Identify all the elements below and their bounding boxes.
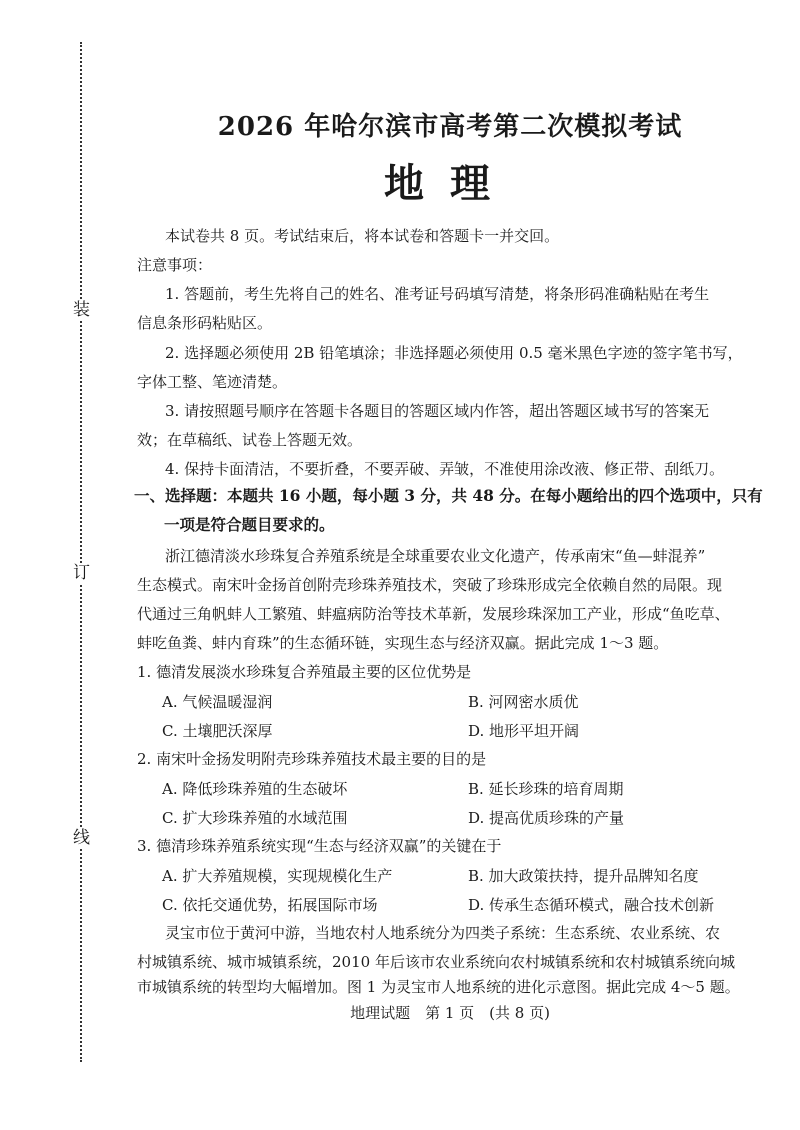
question-3-option-a: A. 扩大养殖规模，实现规模化生产 — [162, 867, 393, 885]
question-3-option-c: C. 依托交通优势，拓展国际市场 — [162, 896, 378, 914]
section-1-heading-line-1: 一、选择题：本题共 16 小题，每小题 3 分，共 48 分。在每小题给出的四个选项中，只有 — [134, 486, 763, 505]
subject-title: 地理 — [384, 160, 516, 207]
notice-3-line-1: 3. 请按照题号顺序在答题卡各题目的答题区域内作答，超出答题区域书写的答案无 — [165, 402, 710, 420]
binding-label-ding: 订 — [73, 563, 90, 583]
passage-1-line-3: 代通过三角帆蚌人工繁殖、蚌瘟病防治等技术革新，发展珍珠深加工产业，形成“鱼吃草、 — [137, 605, 730, 623]
passage-2-line-2: 村城镇系统、城市城镇系统，2010 年后该市农业系统向农村城镇系统和农村城镇系统向城 — [137, 953, 735, 971]
passage-1-line-2: 生态模式。南宋叶金扬首创附壳珍珠养殖技术，突破了珍珠形成完全依赖自然的局限。现 — [137, 576, 723, 594]
question-2-option-d: D. 提高优质珍珠的产量 — [468, 809, 625, 827]
question-3-stem: 3. 德清珍珠养殖系统实现“生态与经济双赢”的关键在于 — [137, 837, 502, 855]
passage-2-line-3: 市城镇系统的转型均大幅增加。图 1 为灵宝市人地系统的进化示意图。据此完成 4～5 题。 — [137, 978, 740, 996]
question-2-option-c: C. 扩大珍珠养殖的水域范围 — [162, 809, 348, 827]
question-1-option-d: D. 地形平坦开阔 — [468, 722, 580, 740]
notice-1-line-1: 1. 答题前，考生先将自己的姓名、准考证号码填写清楚，将条形码准确粘贴在考生 — [165, 285, 710, 303]
notice-3-line-2: 效；在草稿纸、试卷上答题无效。 — [137, 431, 363, 449]
question-1-option-a: A. 气候温暖湿润 — [162, 693, 273, 711]
notice-4-line-1: 4. 保持卡面清洁，不要折叠，不要弄破、弄皱，不准使用涂改液、修正带、刮纸刀。 — [165, 460, 725, 478]
question-1-stem: 1. 德清发展淡水珍珠复合养殖最主要的区位优势是 — [137, 663, 472, 681]
page-footer: 地理试题 第 1 页 (共 8 页) — [350, 1004, 550, 1022]
notice-heading: 注意事项： — [137, 256, 213, 274]
passage-2-line-1: 灵宝市位于黄河中游，当地农村人地系统分为四类子系统：生态系统、农业系统、农 — [165, 924, 721, 942]
exam-title: 2026 年哈尔滨市高考第二次模拟考试 — [217, 112, 683, 142]
question-1-option-c: C. 土壤肥沃深厚 — [162, 722, 273, 740]
notice-2-line-2: 字体工整、笔迹清楚。 — [137, 373, 288, 391]
question-3-option-b: B. 加大政策扶持，提升品牌知名度 — [468, 867, 699, 885]
question-2-stem: 2. 南宋叶金扬发明附壳珍珠养殖技术最主要的目的是 — [137, 750, 487, 768]
binding-label-xian: 线 — [73, 828, 90, 848]
intro-text: 本试卷共 8 页。考试结束后，将本试卷和答题卡一并交回。 — [165, 227, 560, 245]
binding-label-zhuang: 装 — [73, 300, 90, 320]
notice-1-line-2: 信息条形码粘贴区。 — [137, 314, 273, 332]
question-2-option-b: B. 延长珍珠的培育周期 — [468, 780, 624, 798]
question-2-option-a: A. 降低珍珠养殖的生态破坏 — [162, 780, 348, 798]
question-3-option-d: D. 传承生态循环模式，融合技术创新 — [468, 896, 715, 914]
passage-1-line-4: 蚌吃鱼粪、蚌内育珠”的生态循环链，实现生态与经济双赢。据此完成 1～3 题。 — [137, 634, 669, 652]
passage-1-line-1: 浙江德清淡水珍珠复合养殖系统是全球重要农业文化遗产，传承南宋“鱼—蚌混养” — [165, 547, 706, 565]
binding-dotted-line — [80, 42, 82, 1062]
notice-2-line-1: 2. 选择题必须使用 2B 铅笔填涂；非选择题必须使用 0.5 毫米黑色字迹的签字笔书写， — [165, 344, 743, 362]
section-1-heading-line-2: 一项是符合题目要求的。 — [164, 515, 335, 534]
question-1-option-b: B. 河网密水质优 — [468, 693, 579, 711]
